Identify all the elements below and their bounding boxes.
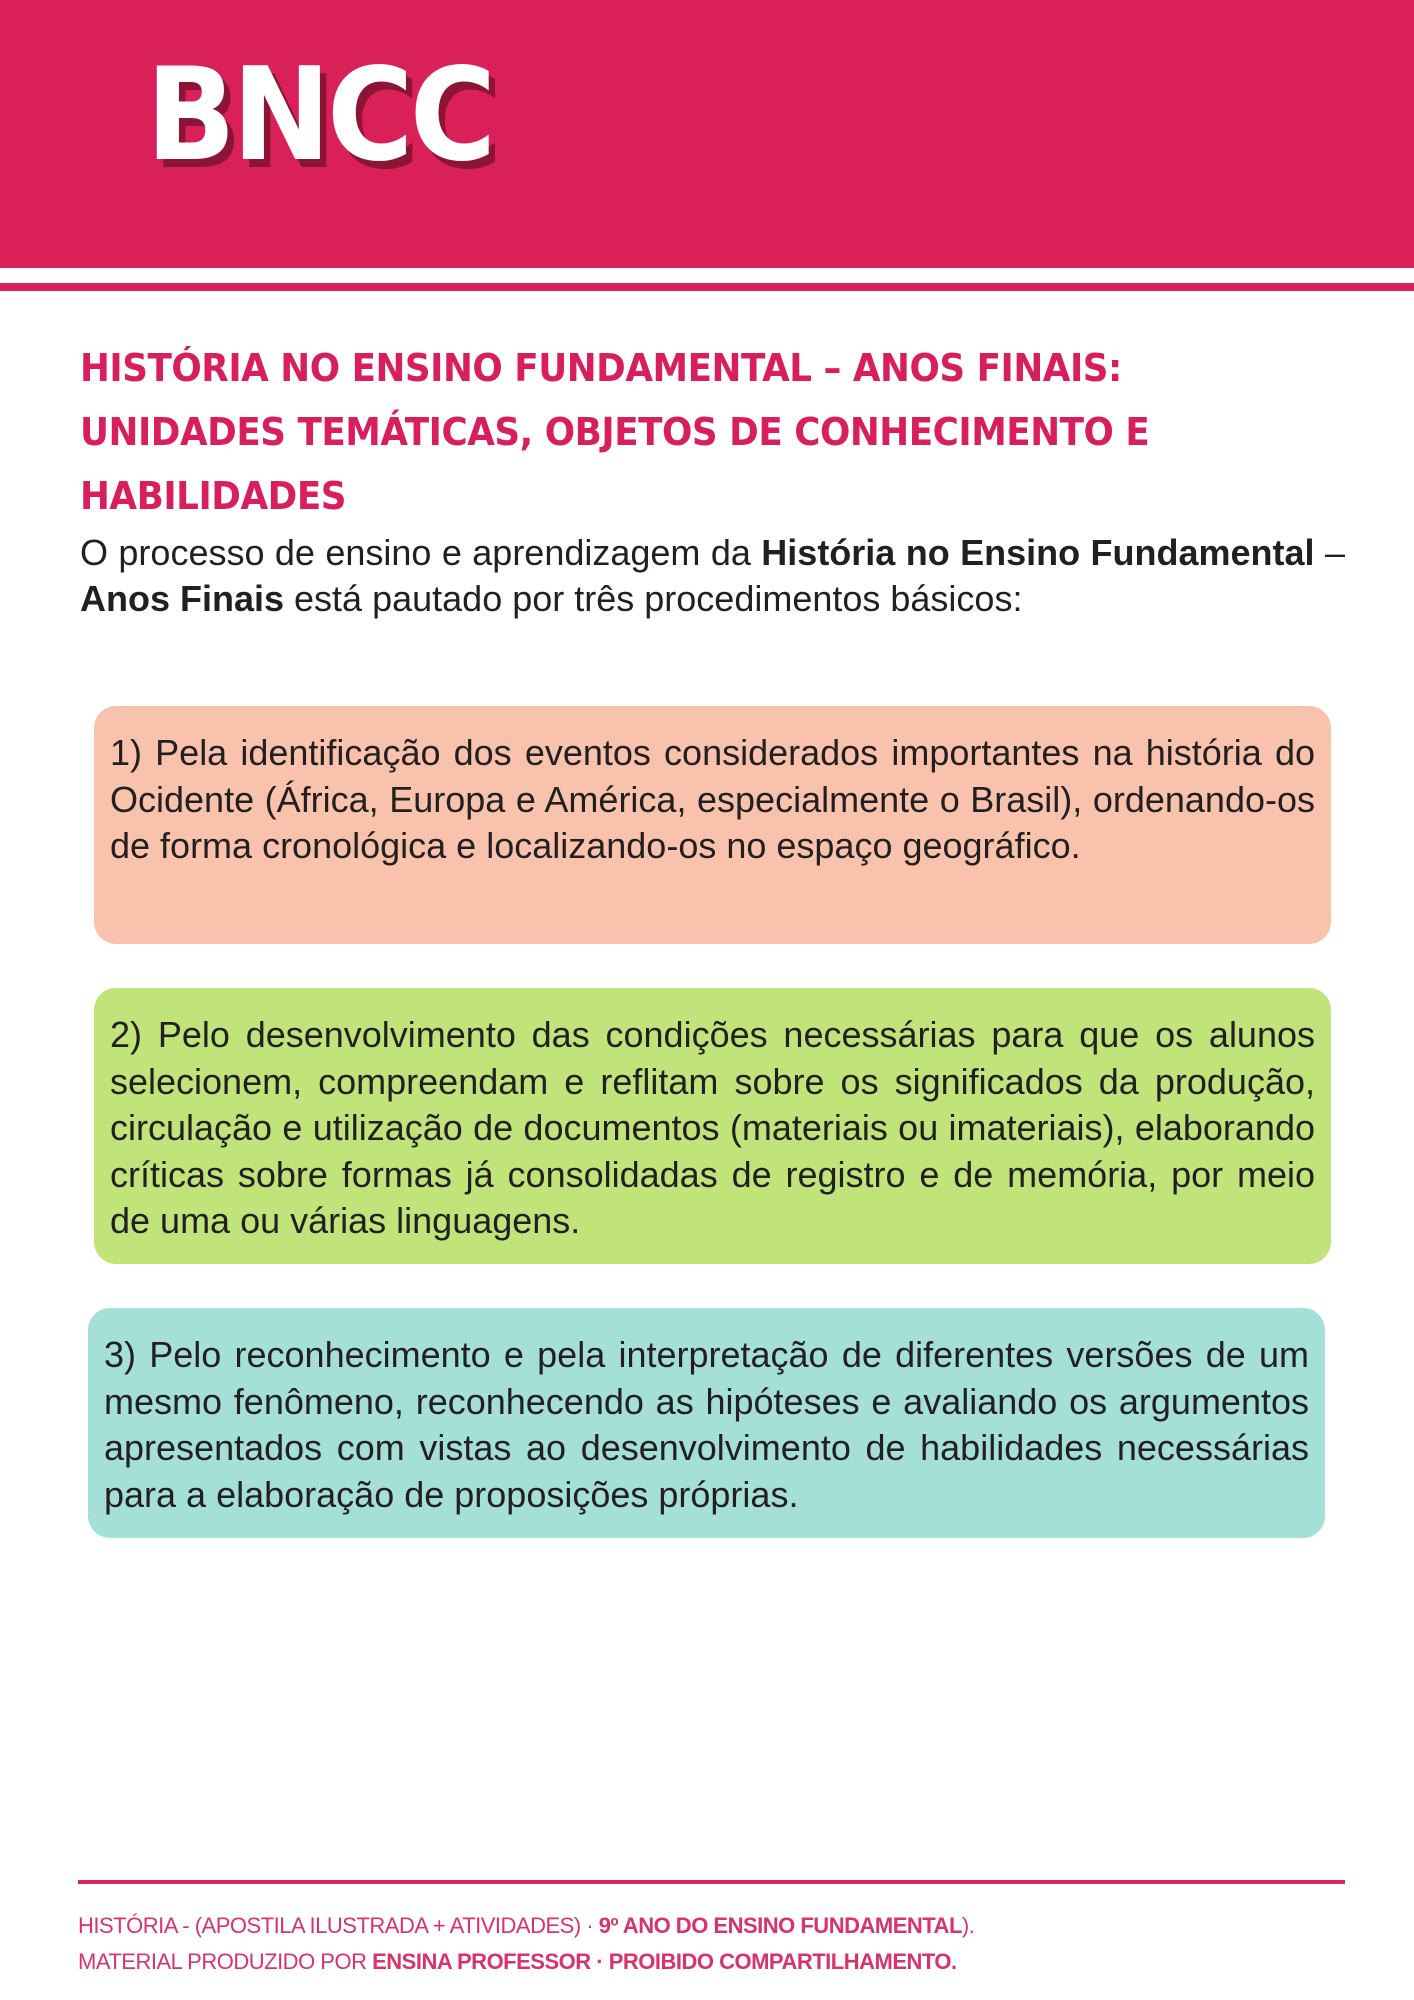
procedure-text-2: 2) Pelo desenvolvimento das condições necessárias para que os alunos selecionem, compreendam e reflitam sobre os significados da produção, circulação e utilização de documentos (materiais ou imateriais), elaborando críticas sobre formas já consolidadas de registro e de memória, por meio de uma ou várias linguagens. [110, 1014, 1315, 1241]
footer-text [78, 1908, 974, 1980]
procedure-card-1 [94, 706, 1331, 944]
procedure-text-3: 3) Pelo reconhecimento e pela interpretação de diferentes versões de um mesmo fenômeno, reconhecendo as hipóteses e avaliando os argumentos apresentados com vistas ao desenvolvimento de habilidades necessárias para a elaboração de proposições próprias. [104, 1334, 1309, 1515]
procedure-card-3 [88, 1308, 1325, 1538]
intro-bold-1: História no Ensino Fundamental [761, 532, 1315, 573]
header-stripe-divider [0, 283, 1414, 291]
section-title: HISTÓRIA NO ENSINO FUNDAMENTAL – ANOS FINAIS: UNIDADES TEMÁTICAS, OBJETOS DE CONHECIMENTO E HABILIDADES [80, 346, 1150, 518]
header-band [0, 0, 1414, 268]
footer-line1-end: ). [961, 1913, 975, 1938]
footer-divider [78, 1880, 1345, 1884]
header-title: BNCC [146, 41, 493, 190]
footer-line1-regular: HISTÓRIA - (APOSTILA ILUSTRADA + ATIVIDADES) · [78, 1913, 599, 1938]
intro-bold-2: Anos Finais [80, 578, 285, 619]
intro-paragraph [80, 530, 1345, 622]
intro-text-2: – [1314, 532, 1345, 573]
procedure-text-1: 1) Pela identificação dos eventos considerados importantes na história do Ocidente (África, Europa e América, especialmente o Brasil), ordenando-os de forma cronológica e localizando-os no espaço geográfico. [110, 732, 1315, 866]
footer-line2-regular: MATERIAL PRODUZIDO POR [78, 1949, 373, 1974]
intro-text-1: O processo de ensino e aprendizagem da [80, 532, 762, 573]
footer-line2-bold: ENSINA PROFESSOR · PROIBIDO COMPARTILHAMENTO. [372, 1949, 957, 1974]
procedure-card-2 [94, 988, 1331, 1264]
footer-line1-bold: 9º ANO DO ENSINO FUNDAMENTAL [598, 1913, 962, 1938]
intro-text-3: está pautado por três procedimentos básicos: [284, 578, 1023, 619]
